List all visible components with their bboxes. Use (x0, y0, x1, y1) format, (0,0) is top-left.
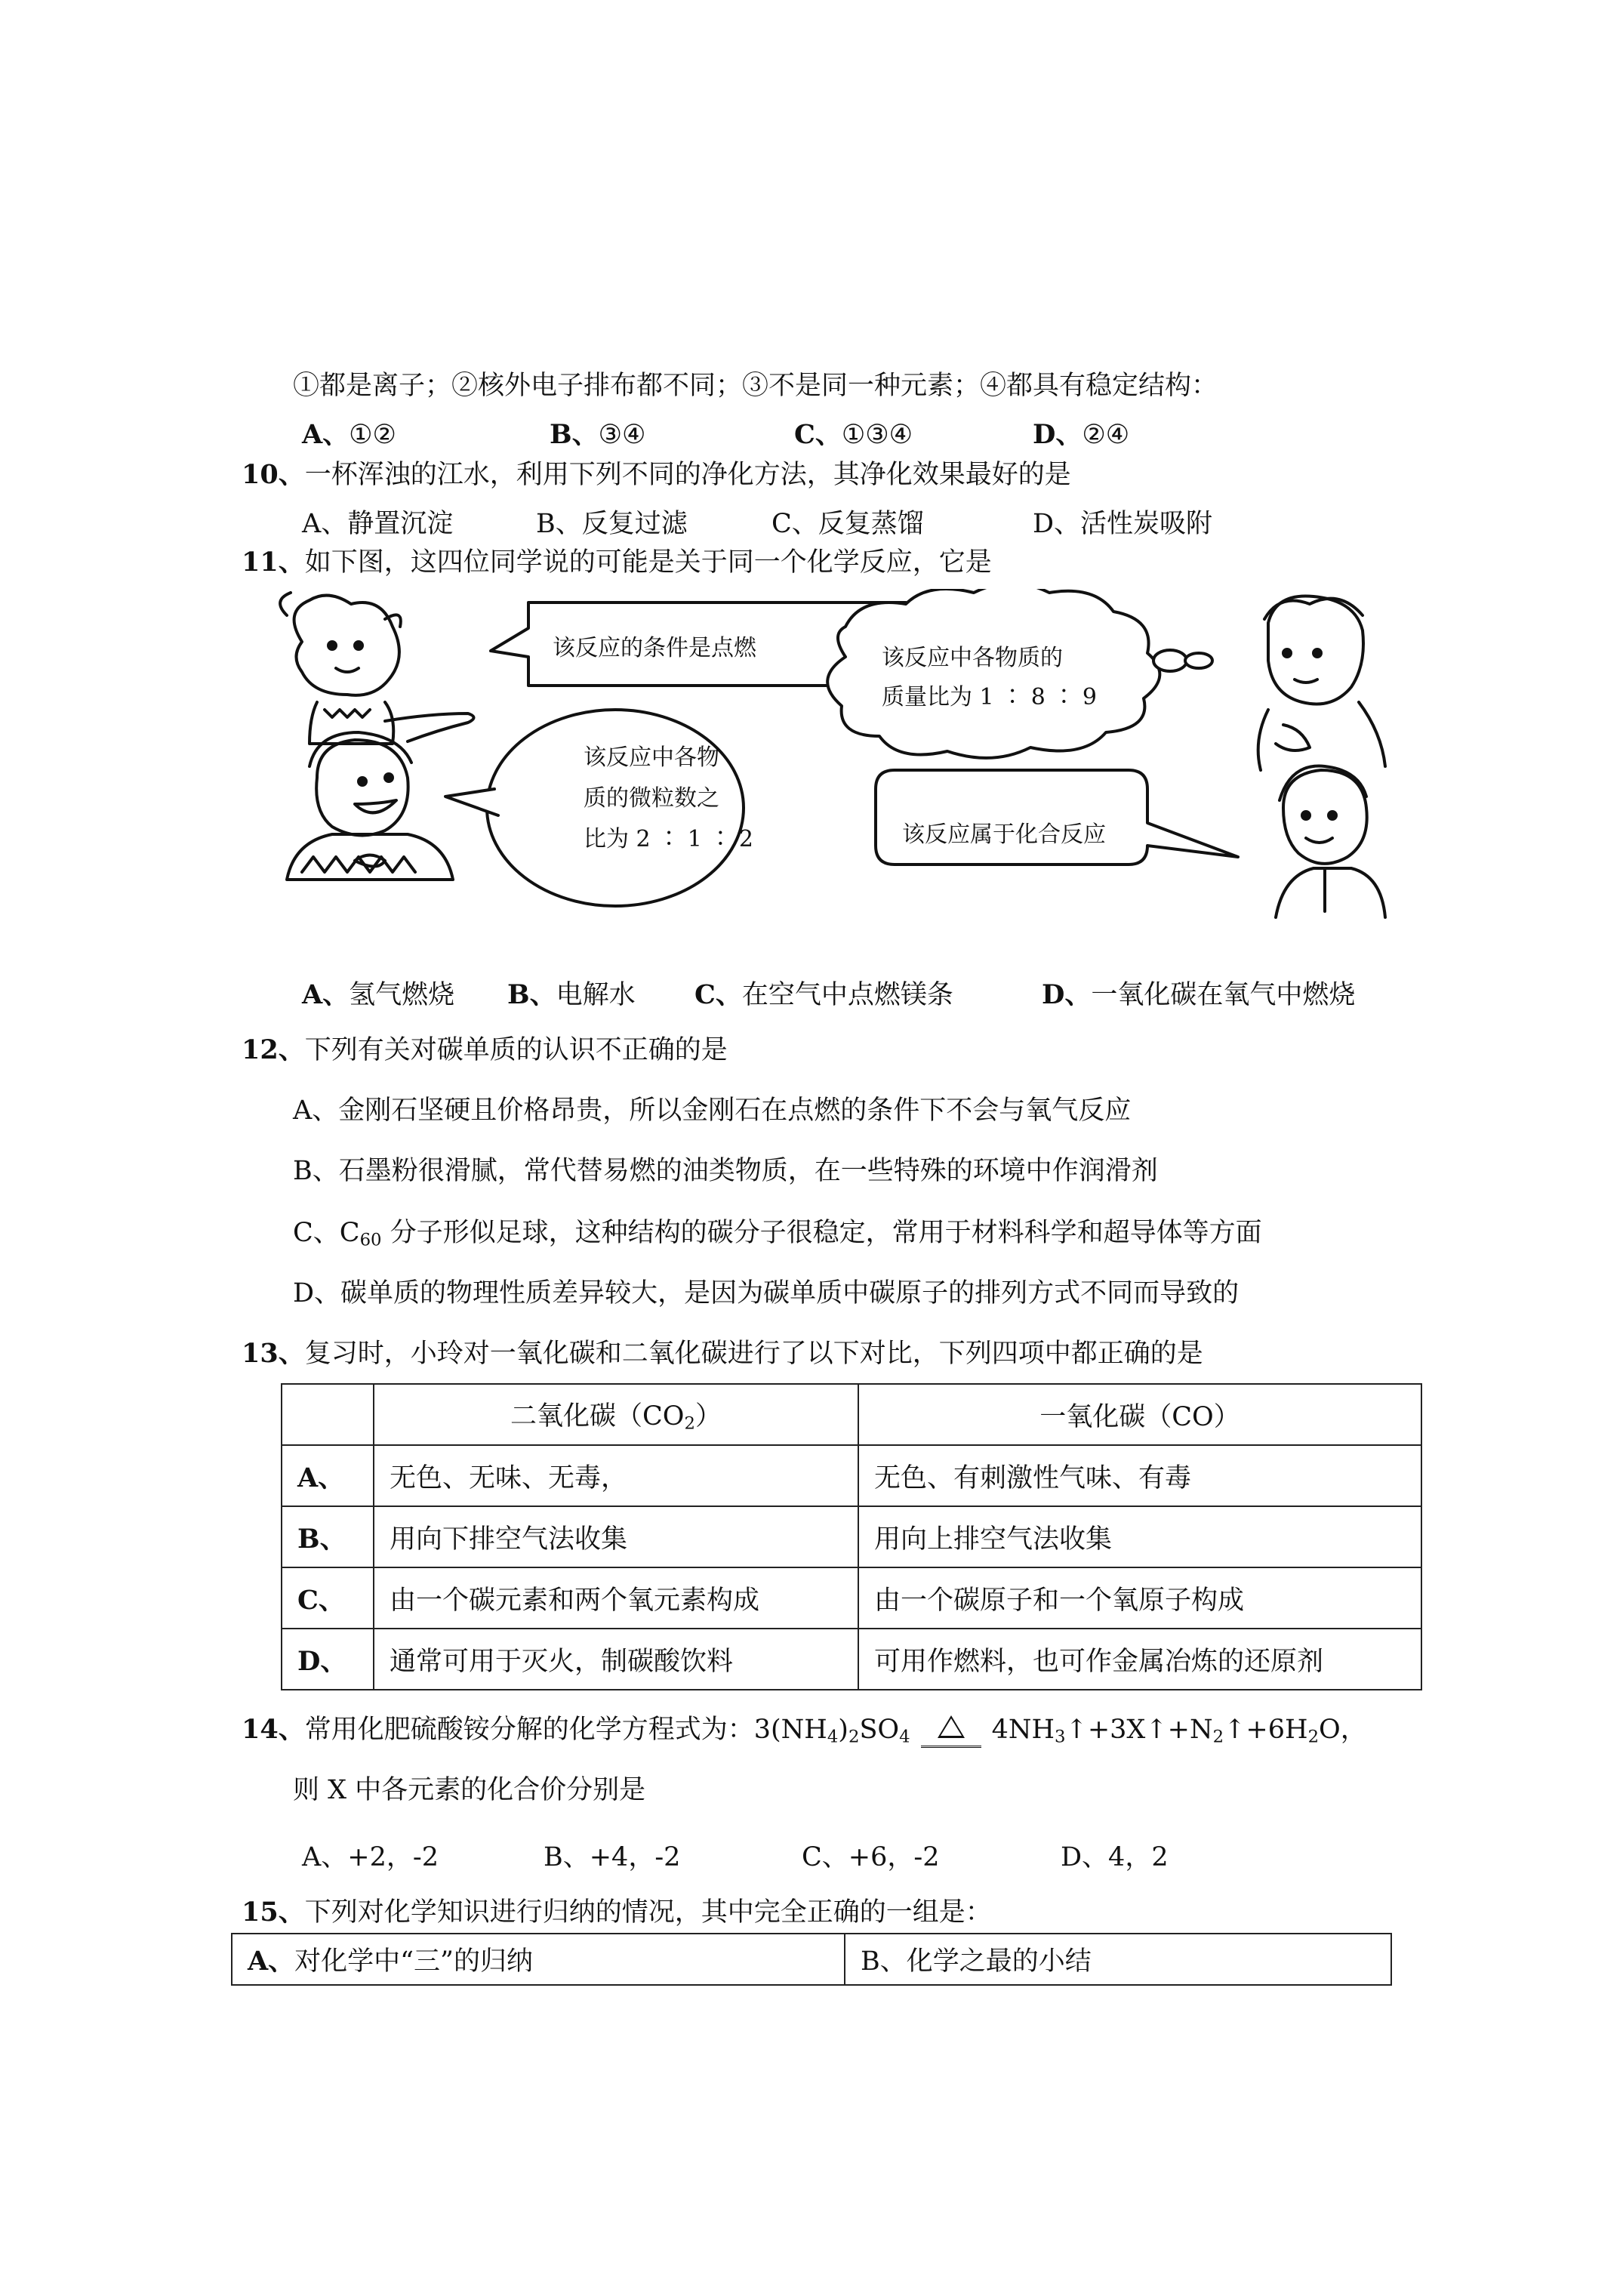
q12-option-c-sub: 60 (359, 1230, 382, 1250)
q9-option-d (1033, 414, 1129, 451)
q12-option-c-pre: C、C (293, 1218, 360, 1248)
eq-part-g: O， (1319, 1715, 1367, 1745)
q13-stem-text: 复习时，小玲对一氧化碳和二氧化碳进行了以下对比，下列四项中都正确的是 (304, 1339, 1203, 1369)
eq-part-a: 3(NH (753, 1715, 827, 1745)
q9-option-c (794, 414, 913, 451)
q11-option-b-text: 电解水 (556, 980, 636, 1010)
heat-condition-icon (921, 1714, 981, 1748)
q11-option-a (302, 974, 454, 1012)
eq-part-d: 4NH (991, 1715, 1055, 1745)
q12-option-d: D、碳单质的物理性质差异较大，是因为碳单质中碳原子的排列方式不同而导致的 (293, 1278, 1240, 1308)
q14-stem (242, 1714, 1367, 1748)
eq-part-e: ↑+3X↑+N (1065, 1715, 1213, 1745)
row-c-co2: 由一个碳元素和两个氧元素构成 (374, 1567, 858, 1629)
summary-col-a-text: 对化学中“三”的归纳 (294, 1946, 533, 1977)
q10-stem-text: 一杯浑浊的江水，利用下列不同的净化方法，其净化效果最好的是 (304, 460, 1071, 490)
bubble-2-text-line2: 质量比为 1 ∶ 8 ∶ 9 (882, 684, 1097, 710)
bubble-3-text-line2: 质的微粒数之 (584, 785, 719, 812)
q11-option-a-text: 氢气燃烧 (349, 980, 455, 1010)
summary-table (231, 1933, 1392, 1986)
q9-option-d-text: ②④ (1082, 420, 1130, 450)
q9-option-c-letter: C、 (794, 419, 842, 450)
q13-number: 13、 (242, 1338, 305, 1369)
q11-option-c-letter: C、 (694, 979, 742, 1010)
table-row (282, 1506, 1421, 1567)
q14-line2: 则 X 中各元素的化合价分别是 (293, 1775, 646, 1805)
header-co2-sub: 2 (684, 1413, 695, 1434)
q11-option-d (1042, 974, 1355, 1012)
cartoon-illustration (272, 589, 1449, 921)
q14-option-c: C、+6，-2 (802, 1842, 940, 1872)
eq-part-c: SO (859, 1715, 900, 1745)
q12-number: 12、 (242, 1034, 305, 1065)
q9-option-a-text: ①② (349, 420, 396, 450)
q13-stem (242, 1338, 1203, 1370)
q9-option-c-text: ①③④ (841, 420, 913, 450)
table-header-row (282, 1384, 1421, 1445)
row-c-co: 由一个碳原子和一个氧原子构成 (858, 1567, 1421, 1629)
table-header-blank (282, 1384, 374, 1445)
eq-sub-c: 4 (899, 1727, 910, 1747)
bubble-2-text-line1: 该反应中各物质的 (882, 645, 1063, 671)
q9-option-b-text: ③④ (598, 420, 646, 450)
q10-option-a: A、静置沉淀 (302, 509, 454, 539)
girl-student-icon (280, 593, 473, 744)
q10-option-b: B、反复过滤 (536, 509, 688, 539)
q14-option-a: A、+2，-2 (302, 1842, 439, 1872)
q12-option-c-post: 分子形似足球，这种结构的碳分子很稳定，常用于材料科学和超导体等方面 (381, 1218, 1262, 1248)
row-a-co2: 无色、无味、无毒， (374, 1445, 858, 1506)
q12-option-a: A、金刚石坚硬且价格昂贵，所以金刚石在点燃的条件下不会与氧气反应 (293, 1096, 1132, 1126)
table-row (282, 1567, 1421, 1629)
q12-option-c (293, 1217, 1262, 1251)
row-d-label: D、 (282, 1629, 374, 1690)
q12-option-b: B、石墨粉很滑腻，常代替易燃的油类物质，在一些特殊的环境中作润滑剂 (293, 1156, 1158, 1186)
bubble-3-text-line3: 比为 2 ∶ 1 ∶ 2 (584, 826, 753, 852)
q15-stem (242, 1897, 992, 1928)
q9-option-a (302, 414, 396, 451)
q9-option-a-letter: A、 (302, 419, 350, 450)
comparison-table (281, 1383, 1422, 1690)
q11-option-c (694, 974, 953, 1012)
bubble-4-text: 该反应属于化合反应 (902, 821, 1106, 848)
table-header-co: 一氧化碳（CO） (858, 1384, 1421, 1445)
bubble-1-text: 该反应的条件是点燃 (553, 635, 756, 661)
smiling-boy-icon (1276, 766, 1385, 917)
q14-option-d: D、4，2 (1061, 1842, 1169, 1872)
q10-option-d: D、活性炭吸附 (1033, 509, 1213, 539)
q11-option-d-text: 一氧化碳在氧气中燃烧 (1091, 980, 1356, 1010)
q9-option-b-letter: B、 (550, 419, 599, 450)
laughing-boy-icon (287, 732, 453, 880)
header-co2-post: ） (694, 1401, 722, 1432)
row-c-label: C、 (282, 1567, 374, 1629)
row-b-label: B、 (282, 1506, 374, 1567)
eq-sub-f: 2 (1307, 1727, 1320, 1747)
eq-sub-b: 2 (848, 1727, 860, 1747)
header-co2-pre: 二氧化碳（CO (510, 1401, 685, 1432)
row-b-co2: 用向下排空气法收集 (374, 1506, 858, 1567)
q9-statement: ①都是离子；②核外电子排布都不同；③不是同一种元素；④都具有稳定结构： (293, 371, 1218, 401)
row-a-co: 无色、有刺激性气味、有毒 (858, 1445, 1421, 1506)
q15-number: 15、 (242, 1897, 305, 1928)
q11-stem (242, 547, 992, 578)
q14-number: 14、 (242, 1714, 305, 1745)
q12-stem-text: 下列有关对碳单质的认识不正确的是 (304, 1035, 728, 1065)
table-row (232, 1934, 1391, 1985)
q11-option-b-letter: B、 (507, 979, 556, 1010)
q9-option-b (550, 414, 645, 451)
thinking-boy-icon (1258, 596, 1385, 770)
q11-option-a-letter: A、 (302, 979, 350, 1010)
summary-col-b: B、化学之最的小结 (845, 1934, 1391, 1985)
q10-option-c: C、反复蒸馏 (771, 509, 924, 539)
q12-stem (242, 1034, 728, 1066)
q11-option-d-letter: D、 (1042, 979, 1092, 1010)
q11-option-c-text: 在空气中点燃镁条 (741, 980, 953, 1010)
row-a-label: A、 (282, 1445, 374, 1506)
q11-stem-text: 如下图，这四位同学说的可能是关于同一个化学反应，它是 (304, 547, 992, 578)
eq-sub-a: 4 (827, 1727, 839, 1747)
eq-part-f: ↑+6H (1224, 1715, 1308, 1745)
row-d-co: 可用作燃料，也可作金属冶炼的还原剂 (858, 1629, 1421, 1690)
q11-number: 11、 (242, 547, 305, 578)
table-row (282, 1445, 1421, 1506)
row-b-co: 用向上排空气法收集 (858, 1506, 1421, 1567)
eq-sub-d: 3 (1055, 1727, 1066, 1747)
eq-part-b: ) (838, 1715, 848, 1745)
q9-option-d-letter: D、 (1033, 419, 1083, 450)
bubble-3-text-line1: 该反应中各物 (584, 744, 719, 771)
q10-stem (242, 459, 1071, 491)
summary-col-a-letter: A、 (248, 1946, 295, 1977)
table-row (282, 1629, 1421, 1690)
q14-option-b: B、+4，-2 (544, 1842, 681, 1872)
table-header-co2 (374, 1384, 858, 1445)
eq-sub-e: 2 (1212, 1727, 1224, 1747)
q14-stem-text: 常用化肥硫酸铵分解的化学方程式为： (304, 1715, 754, 1745)
triangle-icon (938, 1715, 965, 1738)
equation (754, 1715, 1367, 1745)
q10-number: 10、 (242, 459, 305, 490)
row-d-co2: 通常可用于灭火，制碳酸饮料 (374, 1629, 858, 1690)
q11-option-b (507, 974, 636, 1012)
summary-col-a (232, 1934, 845, 1985)
q15-stem-text: 下列对化学知识进行归纳的情况，其中完全正确的一组是： (304, 1897, 992, 1928)
